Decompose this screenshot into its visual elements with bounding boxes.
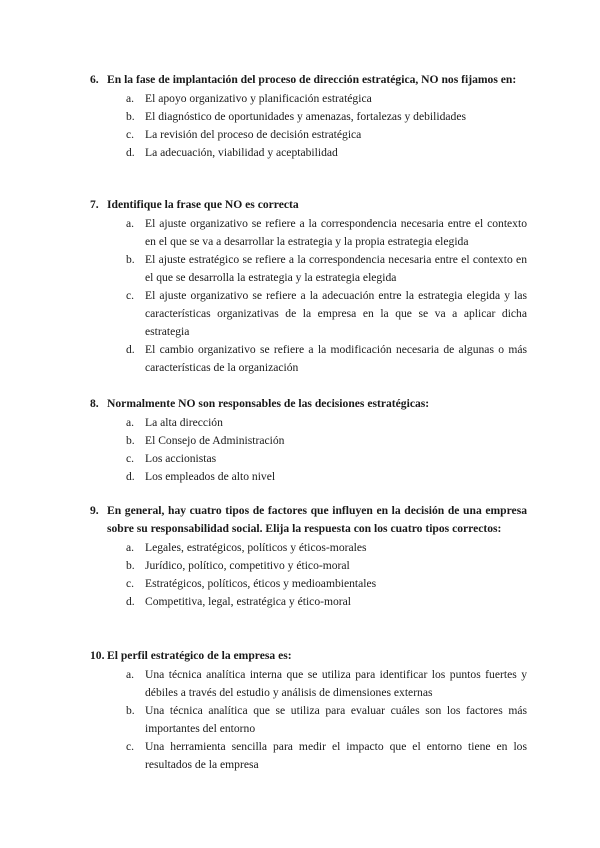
option-text: El ajuste organizativo se refiere a la correspondencia necesaria entre el contexto en el que se va a desarrollar la estrategia y la propia estrategia elegida bbox=[145, 217, 527, 248]
option-text: Una técnica analítica interna que se utiliza para identificar los puntos fuertes y débiles a través del estudio y análisis de dimensiones externas bbox=[145, 668, 527, 699]
question-6 bbox=[0, 71, 600, 162]
option-text: El cambio organizativo se refiere a la modificación necesaria de algunas o más características de la organización bbox=[145, 343, 527, 374]
option-letter: d. bbox=[126, 595, 135, 608]
option-text: Los accionistas bbox=[145, 452, 217, 465]
option-letter: c. bbox=[126, 128, 135, 141]
option-b bbox=[126, 251, 527, 287]
option-text: Estratégicos, políticos, éticos y medioambientales bbox=[145, 577, 377, 590]
option-d bbox=[126, 144, 527, 162]
option-text: El apoyo organizativo y planificación estratégica bbox=[145, 92, 372, 105]
option-letter: b. bbox=[126, 110, 135, 123]
option-letter: a. bbox=[126, 217, 135, 230]
option-c bbox=[126, 575, 527, 593]
option-text: La revisión del proceso de decisión estratégica bbox=[145, 128, 362, 141]
option-text: Legales, estratégicos, políticos y éticos-morales bbox=[145, 541, 367, 554]
option-letter: d. bbox=[126, 470, 135, 483]
option-letter: a. bbox=[126, 668, 135, 681]
options-list bbox=[0, 666, 600, 774]
option-b bbox=[126, 702, 527, 738]
option-c bbox=[126, 738, 527, 774]
question-heading bbox=[90, 395, 527, 413]
question-number: 6. bbox=[90, 73, 99, 86]
option-text: El ajuste estratégico se refiere a la correspondencia necesaria entre el contexto en el que se desarrolla la estrategia y la estrategia elegida bbox=[145, 253, 527, 284]
question-heading bbox=[90, 647, 527, 665]
question-text: En la fase de implantación del proceso de dirección estratégica, NO nos fijamos en: bbox=[107, 73, 517, 86]
option-a bbox=[126, 539, 527, 557]
question-heading bbox=[90, 71, 527, 89]
option-b bbox=[126, 557, 527, 575]
question-10 bbox=[0, 647, 600, 774]
option-a bbox=[126, 414, 527, 432]
question-text: En general, hay cuatro tipos de factores que influyen en la decisión de una empresa sobre su responsabilidad social. Elija la respuesta con los cuatro tipos correctos: bbox=[107, 504, 527, 535]
question-number: 7. bbox=[90, 198, 99, 211]
option-text: El ajuste organizativo se refiere a la adecuación entre la estrategia elegida y las características organizativas de la empresa en la que se va a aplicar dicha estrategia bbox=[145, 289, 527, 338]
option-letter: a. bbox=[126, 541, 135, 554]
option-letter: b. bbox=[126, 559, 135, 572]
question-heading bbox=[90, 196, 527, 214]
option-letter: b. bbox=[126, 253, 135, 266]
option-letter: c. bbox=[126, 740, 135, 753]
option-a bbox=[126, 90, 527, 108]
options-list bbox=[0, 539, 600, 611]
question-heading bbox=[90, 502, 527, 538]
option-text: El Consejo de Administración bbox=[145, 434, 285, 447]
question-8 bbox=[0, 395, 600, 486]
option-letter: c. bbox=[126, 577, 135, 590]
option-letter: a. bbox=[126, 92, 135, 105]
option-c bbox=[126, 126, 527, 144]
option-letter: b. bbox=[126, 434, 135, 447]
question-number: 8. bbox=[90, 397, 99, 410]
option-letter: c. bbox=[126, 452, 135, 465]
option-text: Una técnica analítica que se utiliza para evaluar cuáles son los factores más importantes del entorno bbox=[145, 704, 527, 735]
question-number: 10. bbox=[90, 649, 105, 662]
option-a bbox=[126, 666, 527, 702]
question-text: Normalmente NO son responsables de las decisiones estratégicas: bbox=[107, 397, 430, 410]
question-text: Identifique la frase que NO es correcta bbox=[107, 198, 299, 211]
option-a bbox=[126, 215, 527, 251]
option-d bbox=[126, 468, 527, 486]
option-text: Jurídico, político, competitivo y ético-moral bbox=[145, 559, 350, 572]
option-text: El diagnóstico de oportunidades y amenazas, fortalezas y debilidades bbox=[145, 110, 466, 123]
options-list bbox=[0, 414, 600, 486]
question-number: 9. bbox=[90, 504, 99, 517]
option-c bbox=[126, 450, 527, 468]
option-letter: d. bbox=[126, 146, 135, 159]
options-list bbox=[0, 215, 600, 377]
question-text: El perfil estratégico de la empresa es: bbox=[107, 649, 292, 662]
option-b bbox=[126, 432, 527, 450]
option-letter: b. bbox=[126, 704, 135, 717]
options-list bbox=[0, 90, 600, 162]
option-text: La adecuación, viabilidad y aceptabilidad bbox=[145, 146, 338, 159]
option-d bbox=[126, 593, 527, 611]
option-letter: c. bbox=[126, 289, 135, 302]
option-letter: a. bbox=[126, 416, 135, 429]
option-letter: d. bbox=[126, 343, 135, 356]
option-text: Una herramienta sencilla para medir el impacto que el entorno tiene en los resultados de la empresa bbox=[145, 740, 527, 771]
option-b bbox=[126, 108, 527, 126]
question-7 bbox=[0, 196, 600, 377]
option-text: La alta dirección bbox=[145, 416, 223, 429]
option-c bbox=[126, 287, 527, 341]
option-text: Los empleados de alto nivel bbox=[145, 470, 276, 483]
option-text: Competitiva, legal, estratégica y ético-moral bbox=[145, 595, 352, 608]
question-9 bbox=[0, 502, 600, 611]
option-d bbox=[126, 341, 527, 377]
